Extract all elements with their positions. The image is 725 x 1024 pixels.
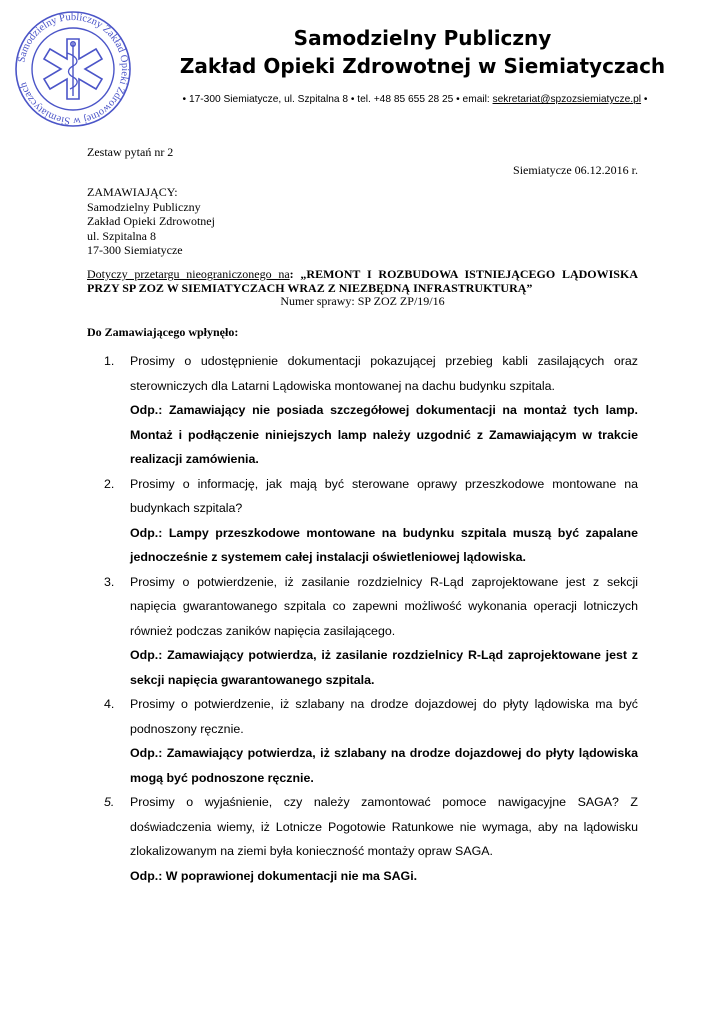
answer-text: Odp.: Zamawiający nie posiada szczegółowej dokumentacji na montaż tych lamp. Montaż i podłączenie niniejszych lamp należy uzgodnić z Zamawiającym w trakcie realizacji zamówienia. xyxy=(130,403,638,466)
question-number: 1. xyxy=(104,354,115,368)
question-text: Prosimy o wyjaśnienie, czy należy zamontować pomoce nawigacyjne SAGA? Z doświadczenia wiemy, iż Lotnicze Pogotowie Ratunkowe nie wymaga, aby na lądowisku zlokalizowanym na ziemi była konieczność montaży opraw SAGA. xyxy=(130,795,638,858)
contact-suffix: • xyxy=(641,94,648,105)
tender-reference-colon: : xyxy=(289,267,294,281)
org-name-line1: Samodzielny Publiczny xyxy=(293,26,552,50)
hospital-logo xyxy=(14,10,132,128)
received-heading: Do Zamawiającego wpłynęło: xyxy=(87,325,239,339)
answer-text: Odp.: Zamawiający potwierdza, iż zasilanie rozdzielnicy R-Ląd zaprojektowane jest z sekcji napięcia gwarantowanego szpitala. xyxy=(130,648,638,687)
buyer-line: Zakład Opieki Zdrowotnej xyxy=(87,214,215,228)
email-link[interactable]: sekretariat@spzozsiemiatycze.pl xyxy=(492,94,642,105)
tender-reference-prefix: Dotyczy przetargu nieograniczonego na xyxy=(87,267,290,281)
answer-text: Odp.: Lampy przeszkodowe montowane na budynku szpitala muszą być zapalane jednocześnie z systemem całej instalacji oświetleniowej lądowiska. xyxy=(130,525,638,564)
buyer-heading: ZAMAWIAJĄCY: xyxy=(87,185,178,199)
question-item xyxy=(104,570,638,693)
question-set-number: Zestaw pytań nr 2 xyxy=(87,145,174,159)
question-number: 4. xyxy=(104,697,115,711)
questions-list xyxy=(104,349,638,888)
org-name-line2: Zakład Opieki Zdrowotnej w Siemiatyczach xyxy=(179,54,666,78)
answer-text: Odp.: Zamawiający potwierdza, iż szlabany na drodze dojazdowej do płyty lądowiska mogą być podnoszone ręcznie. xyxy=(130,746,638,785)
answer-text: Odp.: W poprawionej dokumentacji nie ma SAGi. xyxy=(130,868,418,883)
question-number: 5. xyxy=(104,795,115,809)
question-number: 2. xyxy=(104,476,115,491)
question-item xyxy=(104,790,638,888)
case-number: Numer sprawy: SP ZOZ ZP/19/16 xyxy=(280,294,445,308)
buyer-line: ul. Szpitalna 8 xyxy=(87,228,156,243)
place-and-date: Siemiatycze 06.12.2016 r. xyxy=(513,163,638,177)
question-item xyxy=(104,472,638,570)
tender-title-line2: PRZY SP ZOZ W SIEMIATYCZACH WRAZ Z NIEZBĘDNĄ INFRASTRUKTURĄ” xyxy=(87,280,533,295)
buyer-block xyxy=(87,185,215,258)
star-of-life-icon xyxy=(44,39,102,99)
question-text: Prosimy o potwierdzenie, iż zasilanie rozdzielnicy R-Ląd zaprojektowane jest z sekcji napięcia gwarantowanego szpitala co zapewni możliwość wykonania operacji lotniczych również podczas zaników napięcia zasilającego. xyxy=(130,574,638,638)
tender-reference-line1 xyxy=(87,268,638,282)
buyer-line: Samodzielny Publiczny xyxy=(87,199,201,214)
question-number: 3. xyxy=(104,574,115,589)
question-text: Prosimy o potwierdzenie, iż szlabany na drodze dojazdowej do płyty lądowiska ma być podnoszony ręcznie. xyxy=(130,697,638,736)
question-text: Prosimy o informację, jak mają być sterowane oprawy przeszkodowe montowane na budynkach szpitala? xyxy=(130,476,638,515)
question-item xyxy=(104,349,638,472)
question-text: Prosimy o udostępnienie dokumentacji pokazującej przebieg kabli zasilających oraz sterowniczych dla Latarni Lądowiska montowanej na dachu budynku szpitala. xyxy=(130,354,638,393)
logo-ring-text: Samodzielny Publiczny Zakład Opieki Zdrowotnej w Siemiatyczach xyxy=(16,11,131,127)
tender-reference xyxy=(87,268,638,309)
buyer-line: 17-300 Siemiatycze xyxy=(87,243,183,257)
question-item xyxy=(104,692,638,790)
contact-line xyxy=(150,94,680,105)
tender-title-line1: „REMONT I ROZBUDOWA ISTNIEJĄCEGO LĄDOWISKA xyxy=(293,267,638,281)
contact-address: • 17-300 Siemiatycze, ul. Szpitalna 8 • tel. +48 85 655 28 25 • email: xyxy=(182,94,493,105)
